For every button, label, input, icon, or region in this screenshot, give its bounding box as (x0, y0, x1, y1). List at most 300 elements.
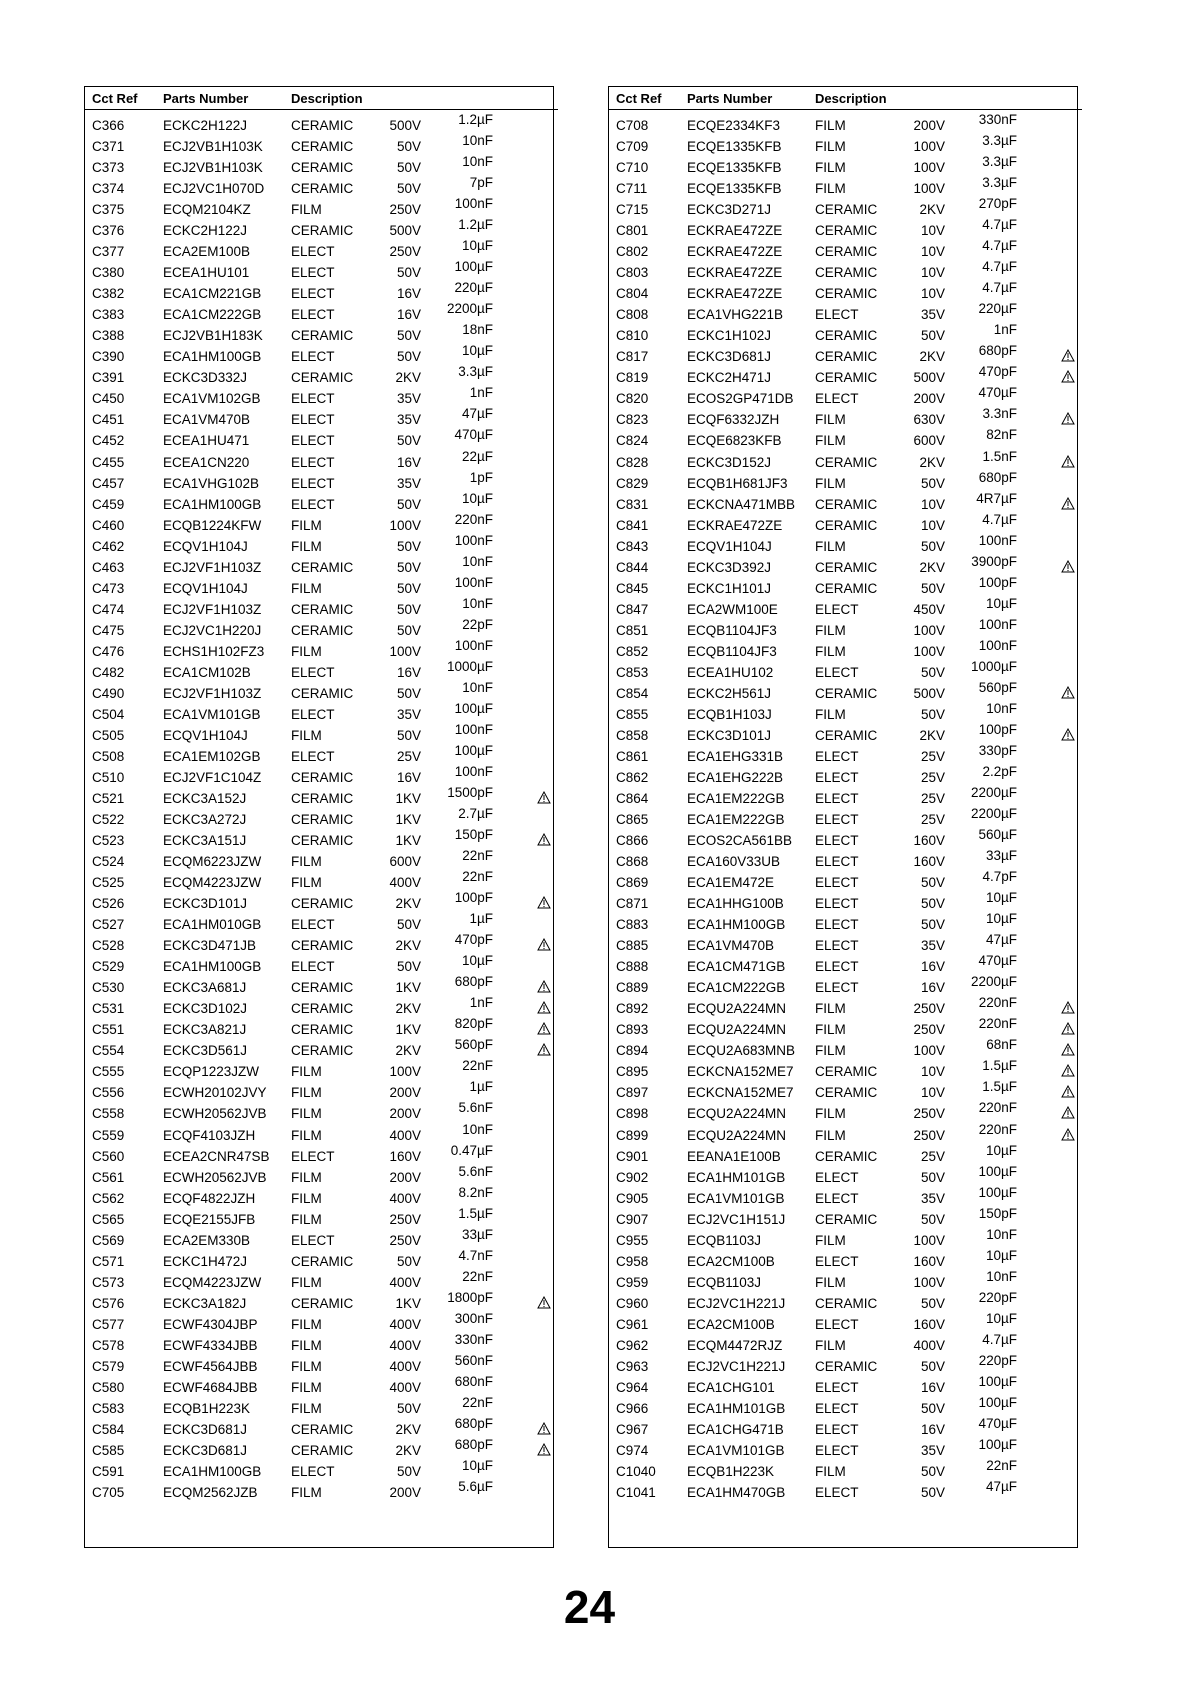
value: 100pF (454, 890, 493, 906)
parts-number: ECA2WM100E (687, 601, 778, 617)
voltage: 50V (920, 1211, 945, 1227)
parts-number: ECKRAE472ZE (687, 517, 783, 533)
cct-ref: C390 (92, 349, 125, 365)
parts-number: ECQU2A224MN (687, 1127, 787, 1143)
cct-ref: C584 (92, 1421, 125, 1437)
description: FILM (815, 475, 846, 491)
parts-number: ECA1VM470B (687, 938, 775, 954)
voltage: 400V (389, 875, 421, 891)
description: FILM (815, 139, 846, 155)
parts-number: ECKC3D101J (163, 896, 248, 912)
value: 100nF (978, 532, 1017, 548)
value: 4.7pF (982, 869, 1017, 885)
cct-ref: C974 (616, 1442, 649, 1458)
parts-number: ECKC1H472J (163, 1253, 248, 1269)
cct-ref: C705 (92, 1485, 125, 1501)
safety-warning-icon (1061, 1022, 1075, 1035)
cct-ref: C844 (616, 559, 649, 575)
value: 7pF (469, 175, 493, 191)
description: FILM (291, 1190, 322, 1206)
voltage: 2KV (395, 1421, 421, 1437)
parts-number: ECJ2VB1H103K (163, 139, 263, 155)
value: 100nF (454, 574, 493, 590)
parts-number: ECA1CM221GB (163, 286, 262, 302)
parts-number: ECKC3D102J (163, 1001, 248, 1017)
description: CERAMIC (815, 559, 878, 575)
parts-number: ECEA1HU471 (163, 433, 250, 449)
voltage: 10V (920, 244, 945, 260)
description: CERAMIC (291, 1421, 354, 1437)
parts-number: ECKC3D101J (687, 727, 772, 743)
parts-number: ECWF4334JBB (163, 1337, 258, 1353)
voltage: 16V (396, 769, 421, 785)
voltage: 50V (920, 1464, 945, 1479)
parts-number: ECKC3D561J (163, 1043, 248, 1059)
parts-number: ECQM6223JZW (163, 854, 262, 870)
value: 22µF (461, 448, 493, 464)
value: 100µF (978, 1163, 1017, 1179)
parts-number: ECQV1H104J (687, 538, 772, 554)
value: 2.2pF (982, 763, 1017, 779)
parts-number: ECQF4103JZH (163, 1127, 256, 1143)
voltage: 200V (913, 391, 945, 407)
description: CERAMIC (815, 328, 878, 344)
value: 10µF (985, 1310, 1017, 1326)
value: 1nF (469, 385, 493, 401)
value: 4.7µF (982, 217, 1017, 233)
voltage: 50V (396, 959, 421, 975)
description: ELECT (291, 244, 335, 260)
cct-ref: C505 (92, 727, 125, 743)
voltage: 200V (389, 1085, 421, 1101)
value: 470µF (978, 385, 1017, 401)
voltage: 1KV (395, 833, 421, 849)
description: ELECT (815, 854, 859, 870)
value: 220µF (454, 280, 493, 296)
voltage: 35V (920, 307, 945, 323)
safety-warning-icon (1061, 1064, 1075, 1077)
parts-number: ECWH20562JVB (163, 1106, 267, 1122)
voltage: 500V (389, 223, 421, 239)
value: 1nF (993, 322, 1017, 338)
cct-ref: C380 (92, 265, 125, 281)
voltage: 50V (920, 1295, 945, 1311)
description: FILM (291, 875, 322, 891)
voltage: 250V (913, 1001, 945, 1017)
cct-ref: C962 (616, 1337, 649, 1353)
description: FILM (291, 580, 322, 596)
cct-ref: C708 (616, 118, 649, 133)
safety-warning-icon (537, 1022, 551, 1035)
value: 560pF (454, 1037, 493, 1053)
cct-ref: C375 (92, 202, 125, 218)
safety-warning-icon (1061, 455, 1075, 468)
voltage: 1KV (395, 812, 421, 828)
parts-number: ECKRAE472ZE (687, 265, 783, 281)
cct-ref: C578 (92, 1337, 125, 1353)
table-body (609, 112, 1077, 1504)
parts-number: ECA1EHG331B (687, 748, 784, 764)
value: 100µF (978, 1184, 1017, 1200)
value: 47µF (985, 932, 1017, 948)
cct-ref: C710 (616, 160, 649, 176)
voltage: 50V (396, 622, 421, 638)
voltage: 50V (920, 896, 945, 912)
description: ELECT (291, 959, 335, 975)
table-row (85, 1479, 553, 1504)
voltage: 100V (389, 517, 421, 533)
cct-ref: C858 (616, 727, 649, 743)
voltage: 50V (396, 727, 421, 743)
parts-number: ECQU2A224MN (687, 1001, 787, 1017)
voltage: 50V (920, 664, 945, 680)
table-body (85, 112, 553, 1504)
value: 10nF (986, 1268, 1017, 1284)
value: 680pF (454, 1415, 493, 1431)
description: FILM (291, 854, 322, 870)
description: ELECT (815, 938, 859, 954)
voltage: 50V (396, 265, 421, 281)
cct-ref: C709 (616, 139, 649, 155)
parts-number: ECA1CM222GB (163, 307, 262, 323)
cct-ref: C585 (92, 1442, 125, 1458)
cct-ref: C556 (92, 1085, 125, 1101)
description: CERAMIC (815, 1211, 878, 1227)
voltage: 50V (396, 580, 421, 596)
cct-ref: C463 (92, 559, 125, 575)
cct-ref: C963 (616, 1358, 649, 1374)
value: 100µF (978, 1394, 1017, 1410)
cct-ref: C388 (92, 328, 125, 344)
cct-ref: C528 (92, 938, 125, 954)
description: FILM (291, 1485, 322, 1501)
value: 10nF (462, 553, 493, 569)
parts-number: ECA1HM101GB (687, 1169, 786, 1185)
description: CERAMIC (291, 791, 354, 806)
cct-ref: C961 (616, 1316, 649, 1332)
parts-number: ECJ2VC1H070D (163, 181, 265, 197)
voltage: 100V (913, 181, 945, 197)
parts-number: ECKC3A182J (163, 1295, 247, 1311)
cct-ref: C490 (92, 685, 125, 701)
description: ELECT (815, 875, 859, 891)
parts-number: ECJ2VC1H221J (687, 1295, 786, 1311)
voltage: 100V (913, 1043, 945, 1059)
description: FILM (815, 706, 846, 722)
cct-ref: C527 (92, 917, 125, 933)
cct-ref: C895 (616, 1064, 649, 1080)
voltage: 25V (920, 769, 945, 785)
voltage: 16V (396, 664, 421, 680)
voltage: 2KV (395, 896, 421, 912)
cct-ref: C901 (616, 1148, 649, 1164)
cct-ref: C555 (92, 1064, 125, 1080)
voltage: 250V (389, 202, 421, 218)
value: 680nF (454, 1373, 493, 1389)
value: 10µF (461, 343, 493, 359)
value: 1.5µF (982, 1079, 1017, 1095)
cct-ref: C824 (616, 433, 649, 449)
description: ELECT (815, 1442, 859, 1458)
value: 100pF (978, 574, 1017, 590)
voltage: 50V (920, 1169, 945, 1185)
description: CERAMIC (291, 181, 354, 197)
cct-ref: C504 (92, 706, 125, 722)
value: 10nF (462, 679, 493, 695)
cct-ref: C462 (92, 538, 125, 554)
safety-warning-icon (1061, 1106, 1075, 1119)
cct-ref: C450 (92, 391, 125, 407)
description: FILM (291, 538, 322, 554)
safety-warning-icon (537, 1001, 551, 1014)
cct-ref: C841 (616, 517, 649, 533)
value: 470µF (454, 427, 493, 443)
description: FILM (815, 1022, 846, 1038)
value: 1.5nF (982, 448, 1017, 464)
cct-ref: C960 (616, 1295, 649, 1311)
cct-ref: C531 (92, 1001, 125, 1017)
cct-ref: C554 (92, 1043, 125, 1059)
safety-warning-icon (1061, 412, 1075, 425)
description: ELECT (291, 286, 335, 302)
description: FILM (815, 1464, 846, 1479)
voltage: 35V (396, 391, 421, 407)
voltage: 50V (396, 349, 421, 365)
description: FILM (815, 622, 846, 638)
voltage: 10V (920, 1085, 945, 1101)
value: 300nF (454, 1310, 493, 1326)
parts-number: ECQE2155JFB (163, 1211, 256, 1227)
voltage: 160V (389, 1148, 421, 1164)
voltage: 50V (396, 328, 421, 344)
parts-number: ECQM2562JZB (163, 1485, 258, 1501)
cct-ref: C508 (92, 748, 125, 764)
cct-ref: C457 (92, 475, 125, 491)
description: CERAMIC (815, 265, 878, 281)
voltage: 35V (920, 1442, 945, 1458)
value: 10µF (461, 238, 493, 254)
parts-number: ECJ2VF1C104Z (163, 769, 262, 785)
cct-ref: C474 (92, 601, 125, 617)
parts-number: ECQF6332JZH (687, 412, 780, 428)
cct-ref: C562 (92, 1190, 125, 1206)
cct-ref: C819 (616, 370, 649, 386)
cct-ref: C579 (92, 1358, 125, 1374)
parts-number: ECQB1103J (687, 1274, 762, 1290)
header-description: Description (815, 91, 887, 106)
description: FILM (291, 1085, 322, 1101)
voltage: 400V (389, 1274, 421, 1290)
description: ELECT (291, 748, 335, 764)
parts-number: ECJ2VB1H183K (163, 328, 263, 344)
parts-number: ECKC3D332J (163, 370, 248, 386)
voltage: 50V (396, 538, 421, 554)
header-cct-ref: Cct Ref (92, 91, 138, 106)
parts-number: ECKC3A681J (163, 980, 247, 996)
description: ELECT (291, 454, 335, 470)
value: 470µF (978, 1415, 1017, 1431)
voltage: 500V (913, 685, 945, 701)
header-parts-number: Parts Number (163, 91, 249, 106)
value: 4.7nF (458, 1247, 493, 1263)
voltage: 25V (396, 748, 421, 764)
description: CERAMIC (815, 727, 878, 743)
safety-warning-icon (537, 833, 551, 846)
description: ELECT (815, 1379, 859, 1395)
parts-number: ECQU2A224MN (687, 1022, 787, 1038)
description: ELECT (291, 391, 335, 407)
cct-ref: C711 (616, 181, 648, 197)
value: 2200µF (970, 806, 1017, 822)
voltage: 50V (396, 1464, 421, 1479)
voltage: 35V (920, 1190, 945, 1206)
cct-ref: C967 (616, 1421, 649, 1437)
parts-number: ECWH20102JVY (163, 1085, 267, 1101)
value: 1.5µF (982, 1058, 1017, 1074)
description: CERAMIC (291, 938, 354, 954)
safety-warning-icon (1061, 728, 1075, 741)
safety-warning-icon (537, 980, 551, 993)
value: 330nF (454, 1331, 493, 1347)
value: 10µF (985, 595, 1017, 611)
voltage: 50V (920, 875, 945, 891)
value: 22nF (462, 869, 493, 885)
parts-number: ECA1HM100GB (163, 349, 262, 365)
voltage: 50V (396, 685, 421, 701)
value: 10µF (461, 953, 493, 969)
voltage: 50V (920, 917, 945, 933)
parts-number: ECWF4564JBB (163, 1358, 258, 1374)
voltage: 10V (920, 517, 945, 533)
parts-number: ECEA2CNR47SB (163, 1148, 270, 1164)
value: 10µF (985, 890, 1017, 906)
value: 4.7µF (982, 511, 1017, 527)
voltage: 35V (396, 412, 421, 428)
parts-number: ECQB1224KFW (163, 517, 262, 533)
parts-number: ECQE6823KFB (687, 433, 782, 449)
parts-number: ECQV1H104J (163, 580, 248, 596)
value: 330pF (978, 742, 1017, 758)
value: 5.6µF (458, 1479, 493, 1495)
cct-ref: C843 (616, 538, 649, 554)
voltage: 35V (920, 938, 945, 954)
description: CERAMIC (815, 1085, 878, 1101)
safety-warning-icon (537, 1443, 551, 1456)
value: 10µF (461, 1458, 493, 1473)
value: 10µF (985, 1142, 1017, 1158)
description: CERAMIC (815, 1295, 878, 1311)
safety-warning-icon (537, 896, 551, 909)
parts-number: ECKC2H561J (687, 685, 772, 701)
parts-number: ECA1VM102GB (163, 391, 261, 407)
cct-ref: C897 (616, 1085, 649, 1101)
voltage: 2KV (919, 202, 945, 218)
safety-warning-icon (537, 1043, 551, 1056)
value: 5.6nF (458, 1100, 493, 1116)
cct-ref: C522 (92, 812, 125, 828)
voltage: 2KV (919, 349, 945, 365)
safety-warning-icon (1061, 349, 1075, 362)
voltage: 25V (920, 748, 945, 764)
description: CERAMIC (815, 685, 878, 701)
value: 220nF (978, 1121, 1017, 1137)
voltage: 400V (389, 1358, 421, 1374)
parts-number: ECA2CM100B (687, 1253, 775, 1269)
voltage: 400V (389, 1337, 421, 1353)
cct-ref: C889 (616, 980, 649, 996)
value: 680pF (978, 469, 1017, 485)
parts-number: ECJ2VB1H103K (163, 160, 263, 176)
cct-ref: C829 (616, 475, 649, 491)
description: CERAMIC (291, 1295, 354, 1311)
cct-ref: C530 (92, 980, 125, 996)
voltage: 160V (913, 833, 945, 849)
parts-number: ECA1EM222GB (687, 812, 785, 828)
description: CERAMIC (291, 1442, 354, 1458)
parts-number: ECA160V33UB (687, 854, 781, 870)
voltage: 500V (389, 118, 421, 133)
description: CERAMIC (291, 812, 354, 828)
description: ELECT (815, 307, 859, 323)
description: CERAMIC (291, 118, 354, 133)
safety-warning-icon (1061, 370, 1075, 383)
parts-table-left (84, 86, 554, 1548)
cct-ref: C865 (616, 812, 649, 828)
description: CERAMIC (815, 223, 878, 239)
description: ELECT (291, 664, 335, 680)
description: CERAMIC (291, 1043, 354, 1059)
cct-ref: C551 (92, 1022, 125, 1038)
voltage: 200V (913, 118, 945, 133)
voltage: 400V (389, 1379, 421, 1395)
cct-ref: C894 (616, 1043, 649, 1059)
parts-table-right (608, 86, 1078, 1548)
description: FILM (291, 727, 322, 743)
parts-number: ECKCNA152ME7 (687, 1064, 794, 1080)
cct-ref: C559 (92, 1127, 125, 1143)
cct-ref: C510 (92, 769, 125, 785)
voltage: 2KV (395, 370, 421, 386)
description: FILM (291, 1106, 322, 1122)
voltage: 1KV (395, 1022, 421, 1038)
parts-number: ECJ2VF1H103Z (163, 559, 262, 575)
value: 10nF (986, 700, 1017, 716)
cct-ref: C451 (92, 412, 125, 428)
description: CERAMIC (291, 685, 354, 701)
cct-ref: C855 (616, 706, 649, 722)
cct-ref: C869 (616, 875, 649, 891)
description: ELECT (291, 706, 335, 722)
parts-number: ECA2CM100B (687, 1316, 775, 1332)
parts-number: ECKC3A152J (163, 791, 247, 806)
description: CERAMIC (815, 454, 878, 470)
cct-ref: C868 (616, 854, 649, 870)
parts-number: ECA2EM330B (163, 1232, 251, 1248)
parts-number: ECKC1H101J (687, 580, 772, 596)
header-cct-ref: Cct Ref (616, 91, 662, 106)
value: 10µF (985, 911, 1017, 927)
value: 100nF (978, 637, 1017, 653)
value: 33µF (985, 848, 1017, 864)
voltage: 50V (920, 328, 945, 344)
description: FILM (291, 1358, 322, 1374)
value: 4.7µF (982, 259, 1017, 275)
parts-number: ECJ2VF1H103Z (163, 601, 262, 617)
value: 2200µF (446, 301, 493, 317)
value: 220nF (454, 511, 493, 527)
description: FILM (815, 1043, 846, 1059)
cct-ref: C571 (92, 1253, 125, 1269)
